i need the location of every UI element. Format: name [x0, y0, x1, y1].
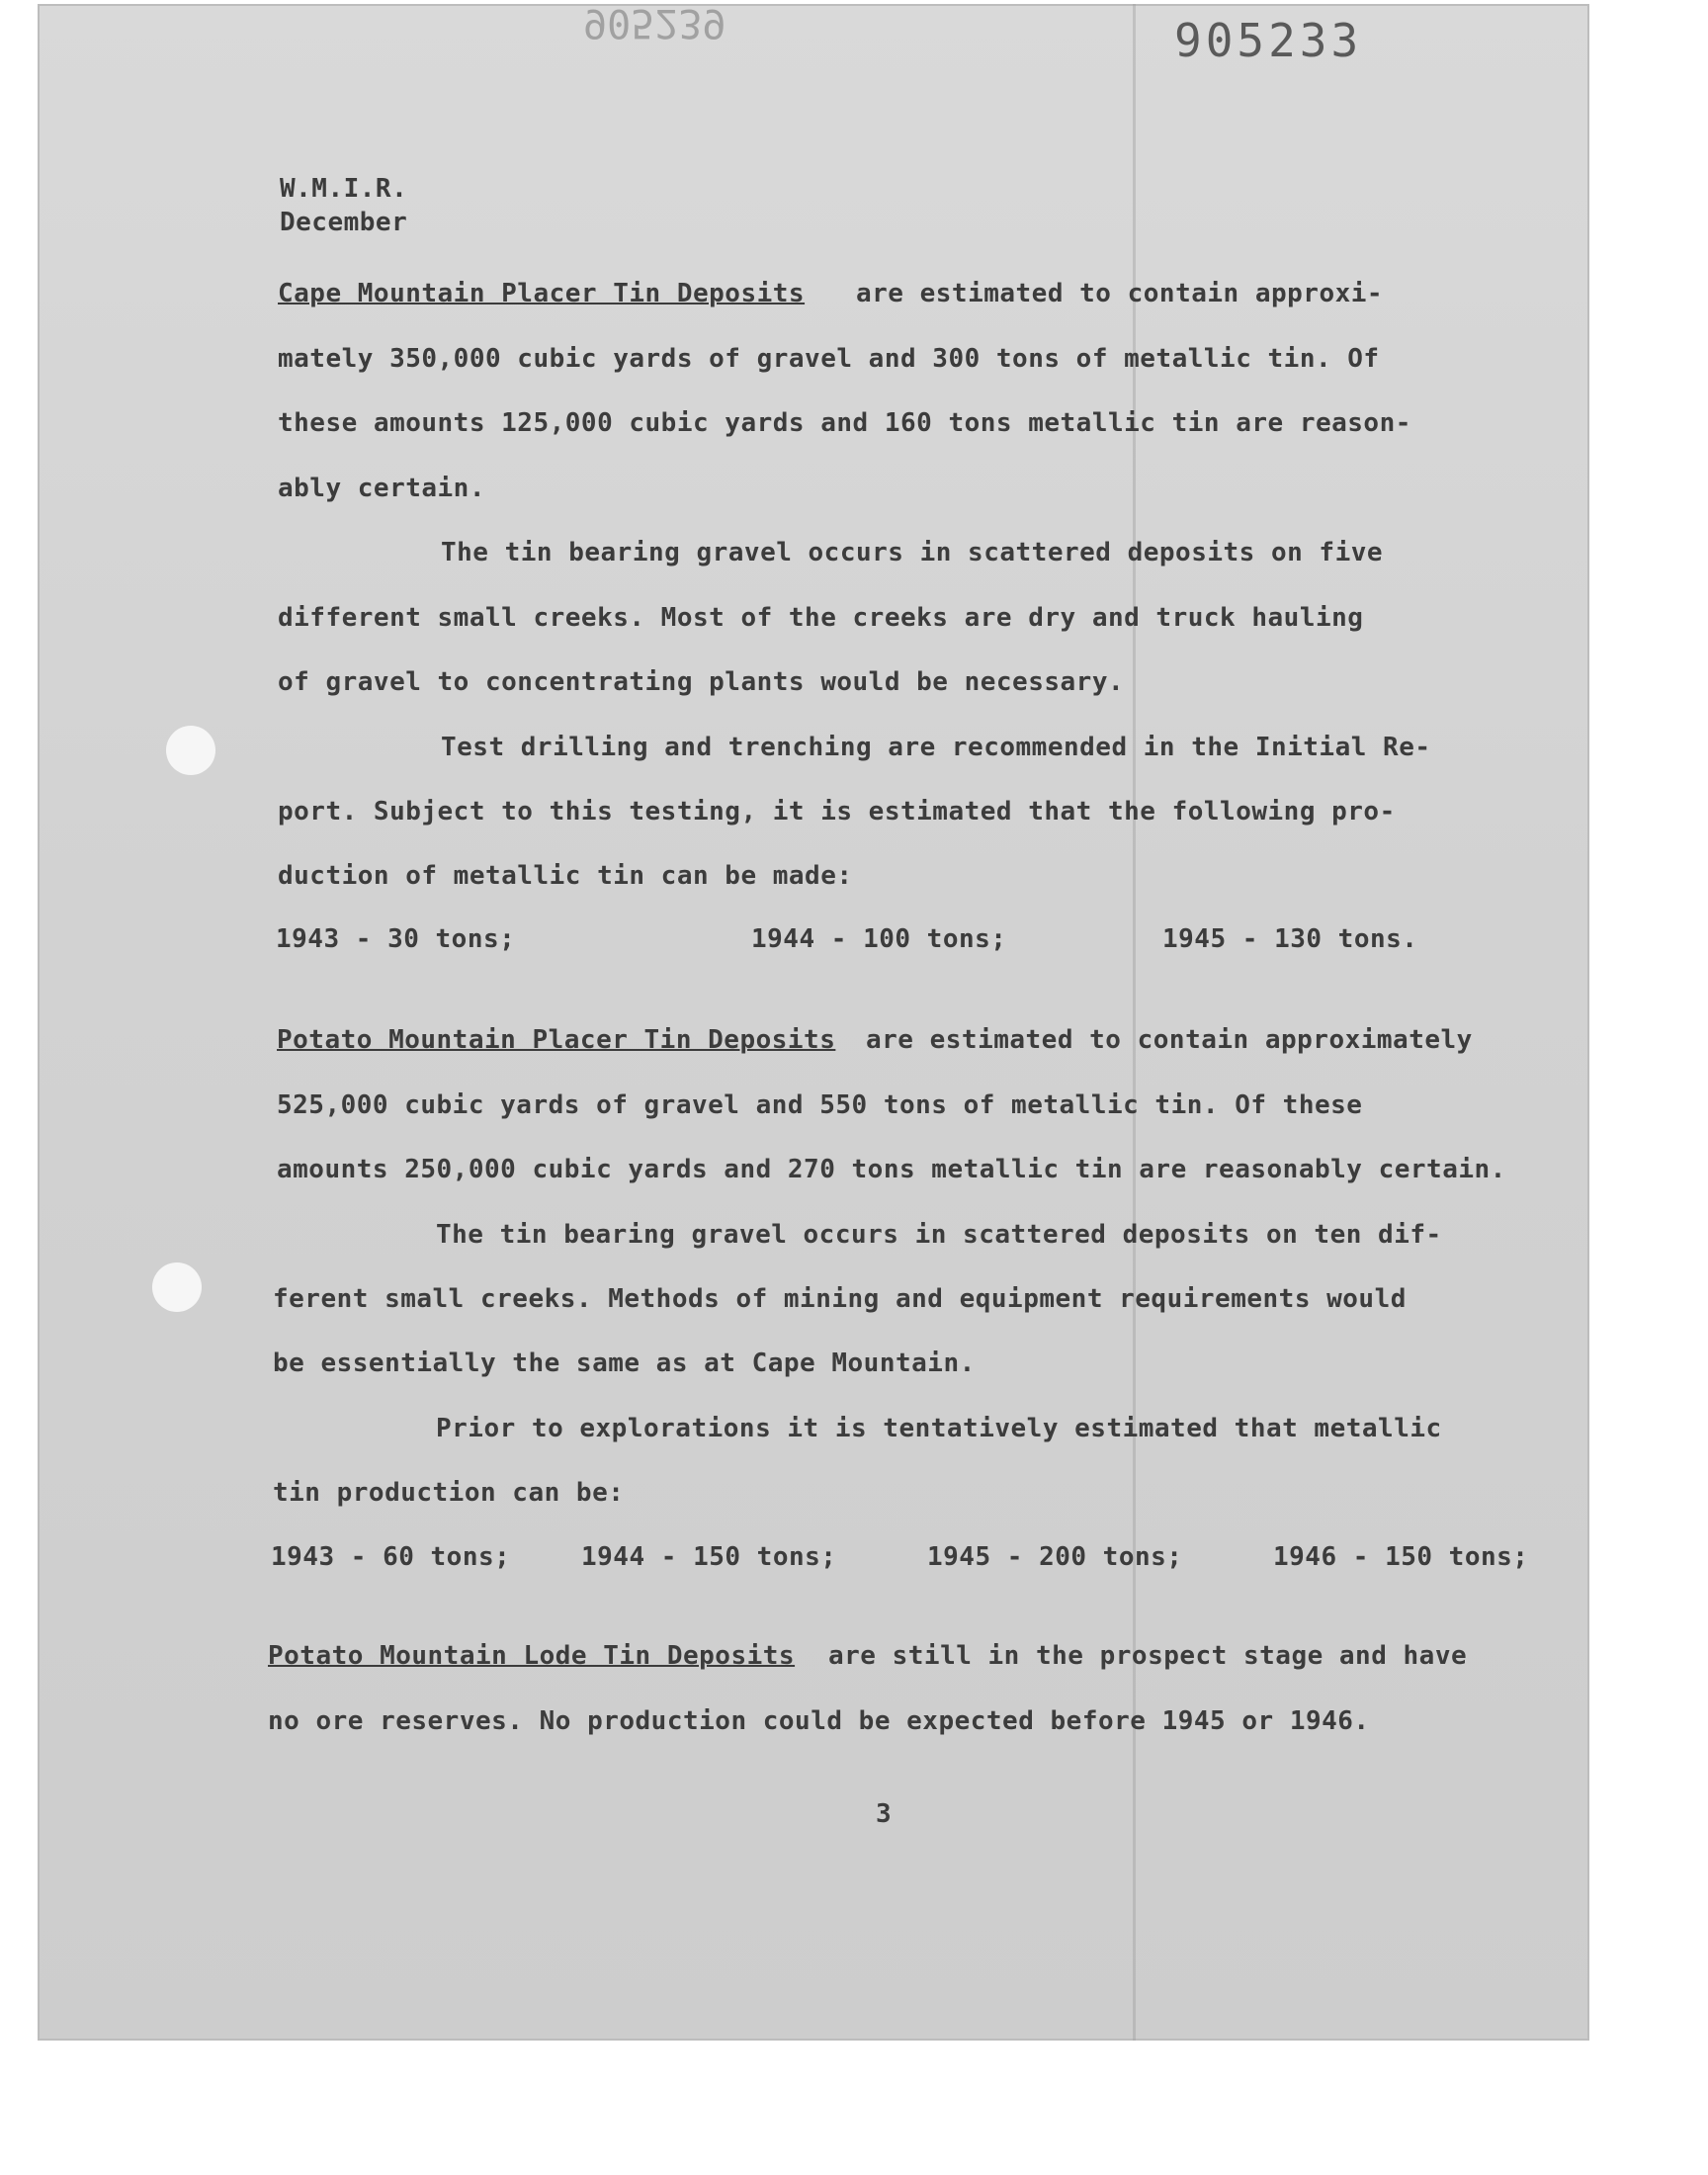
paragraph-line: mately 350,000 cubic yards of gravel and 300 tons of metallic tin. Of	[278, 344, 1380, 374]
production-1945: 1945 - 130 tons.	[1162, 924, 1418, 954]
production-1945: 1945 - 200 tons;	[927, 1542, 1183, 1572]
paragraph-line: ferent small creeks. Methods of mining and equipment requirements would	[273, 1284, 1407, 1314]
paragraph-line: are estimated to contain approxi-	[856, 279, 1384, 308]
production-1946: 1946 - 150 tons;	[1273, 1542, 1529, 1572]
section-heading-cape-mountain: Cape Mountain Placer Tin Deposits	[278, 279, 806, 308]
paragraph-line: amounts 250,000 cubic yards and 270 tons metallic tin are reasonably certain.	[277, 1155, 1506, 1184]
paragraph-line: 525,000 cubic yards of gravel and 550 tons of metallic tin. Of these	[277, 1090, 1363, 1120]
production-1943: 1943 - 30 tons;	[276, 924, 516, 954]
paragraph-line: no ore reserves. No production could be expected before 1945 or 1946.	[268, 1706, 1370, 1736]
paragraph-line: The tin bearing gravel occurs in scattered deposits on five	[441, 538, 1384, 567]
paragraph-line: be essentially the same as at Cape Mountain.	[273, 1348, 976, 1378]
paragraph-line: different small creeks. Most of the creeks are dry and truck hauling	[278, 603, 1364, 633]
header-month: December	[280, 208, 408, 237]
paragraph-line: ably certain.	[278, 474, 485, 503]
paragraph-line: are still in the prospect stage and have	[828, 1641, 1468, 1671]
paragraph-line: duction of metallic tin can be made:	[278, 861, 853, 891]
production-1944: 1944 - 150 tons;	[581, 1542, 837, 1572]
section-heading-potato-lode: Potato Mountain Lode Tin Deposits	[268, 1641, 796, 1671]
document-number-stamp: 905233	[1174, 14, 1363, 67]
paragraph-line: these amounts 125,000 cubic yards and 160 tons metallic tin are reason-	[278, 408, 1411, 438]
paragraph-line: are estimated to contain approximately	[866, 1025, 1473, 1055]
paragraph-line: The tin bearing gravel occurs in scattered deposits on ten dif-	[436, 1220, 1442, 1250]
punch-hole-top	[166, 726, 215, 775]
page-number: 3	[876, 1799, 893, 1829]
paragraph-line: of gravel to concentrating plants would be necessary.	[278, 667, 1125, 697]
paragraph-line: tin production can be:	[273, 1478, 625, 1508]
production-1944: 1944 - 100 tons;	[751, 924, 1007, 954]
production-1943: 1943 - 60 tons;	[271, 1542, 511, 1572]
section-heading-potato-placer: Potato Mountain Placer Tin Deposits	[277, 1025, 836, 1055]
paragraph-line: Prior to explorations it is tentatively estimated that metallic	[436, 1414, 1442, 1443]
paragraph-line: Test drilling and trenching are recommended in the Initial Re-	[441, 733, 1431, 762]
header-org: W.M.I.R.	[280, 174, 408, 204]
punch-hole-bottom	[152, 1262, 202, 1312]
paragraph-line: port. Subject to this testing, it is estimated that the following pro-	[278, 797, 1396, 826]
faint-mirrored-stamp: 905239	[583, 0, 726, 45]
